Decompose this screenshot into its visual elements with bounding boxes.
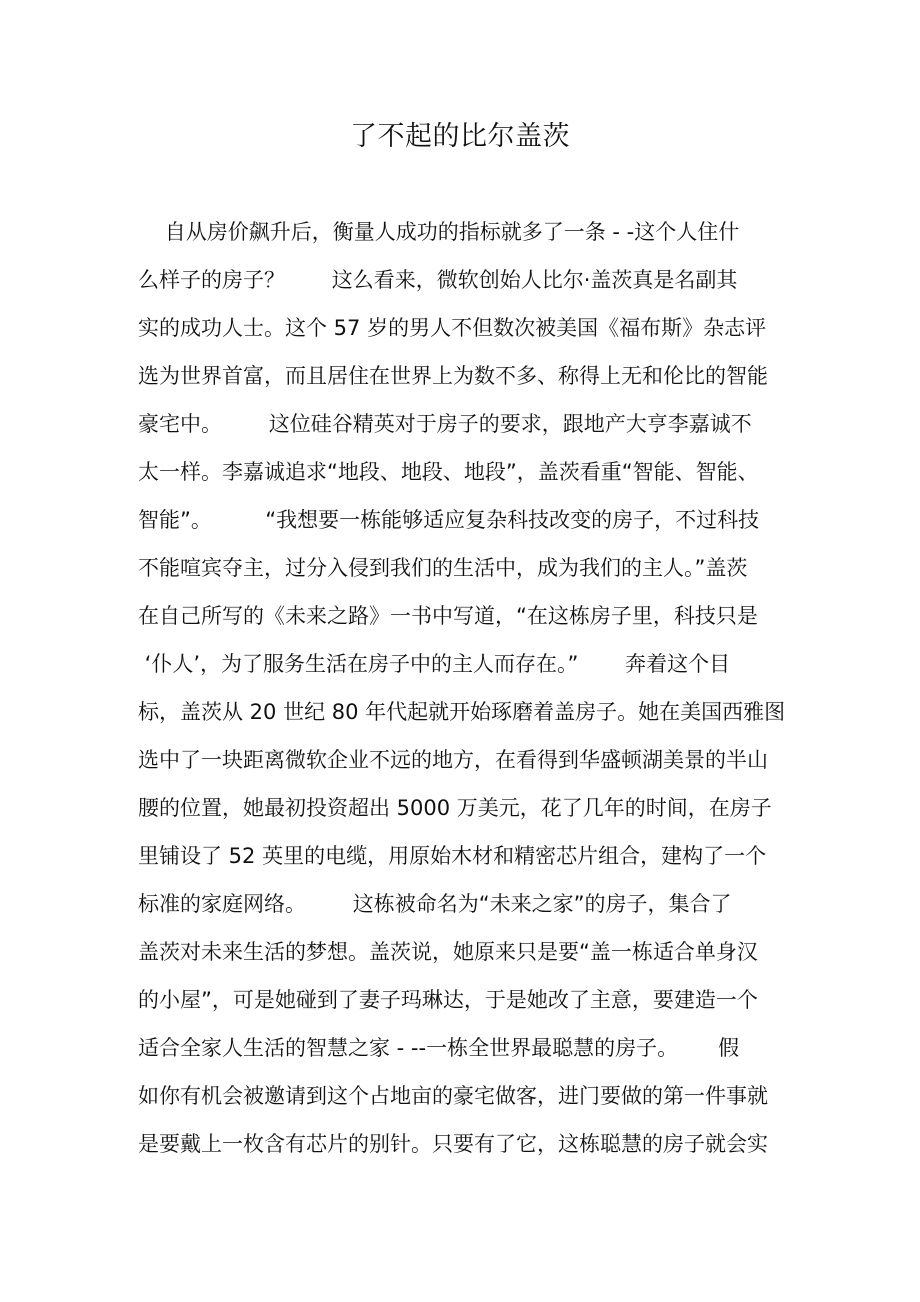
text-line: 太一样。李嘉诚追求“地段、地段、地段”，盖茨看重“智能、智能、 [138,460,759,484]
text-line: 如你有机会被邀请到这个占地亩的豪宅做客，进门要做的第一件事就 [138,1084,768,1108]
text-line: 在自己所写的《未来之路》一书中写道，“在这栋房子里，科技只是 [138,604,758,628]
text-line: 豪宅中。 这位硅谷精英对于房子的要求，跟地产大亨李嘉诚不 [138,412,752,436]
text-line: 标，盖茨从 20 世纪 80 年代起就开始琢磨着盖房子。她在美国西雅图 [138,700,786,724]
text-line: 里铺设了 52 英里的电缆，用原始木材和精密芯片组合，建构了一个 [138,844,767,868]
text-line: 选为世界首富，而且居住在世界上为数不多、称得上无和伦比的智能 [138,364,768,388]
text-line: 是要戴上一枚含有芯片的别针。只要有了它，这栋聪慧的房子就会实 [138,1132,768,1156]
text-line: 不能喧宾夺主，过分入侵到我们的生活中，成为我们的主人。”盖茨 [138,556,748,580]
text-line: 实的成功人士。这个 57 岁的男人不但数次被美国《福布斯》杂志评 [138,316,767,340]
text-line: 自从房价飙升后，衡量人成功的指标就多了一条 - -这个人住什 [138,220,740,244]
text-line: 适合全家人生活的智慧之家 - --一栋全世界最聪慧的房子。 假 [138,1036,740,1060]
text-line: 腰的位置，她最初投资超出 5000 万美元，花了几年的时间，在房子 [138,796,772,820]
document-title: 了不起的比尔盖茨 [350,121,570,152]
text-line: 选中了一块距离微软企业不远的地方，在看得到华盛顿湖美景的半山 [138,748,768,772]
text-line: 的小屋”，可是她碰到了妻子玛琳达，于是她改了主意，要建造一个 [138,988,758,1012]
text-line: ‘仆人’，为了服务生活在房子中的主人而存在。” 奔着这个目 [138,652,731,676]
text-line: 么样子的房子？ 这么看来，微软创始人比尔·盖茨真是名副其 [138,268,738,292]
text-line: 标准的家庭网络。 这栋被命名为“未来之家”的房子，集合了 [138,892,732,916]
text-line: 智能”。 “我想要一栋能够适应复杂科技改变的房子，不过科技 [138,508,760,532]
text-line: 盖茨对未来生活的梦想。盖茨说，她原来只是要“盖一栋适合单身汉 [138,940,758,964]
article-body [138,208,798,1168]
